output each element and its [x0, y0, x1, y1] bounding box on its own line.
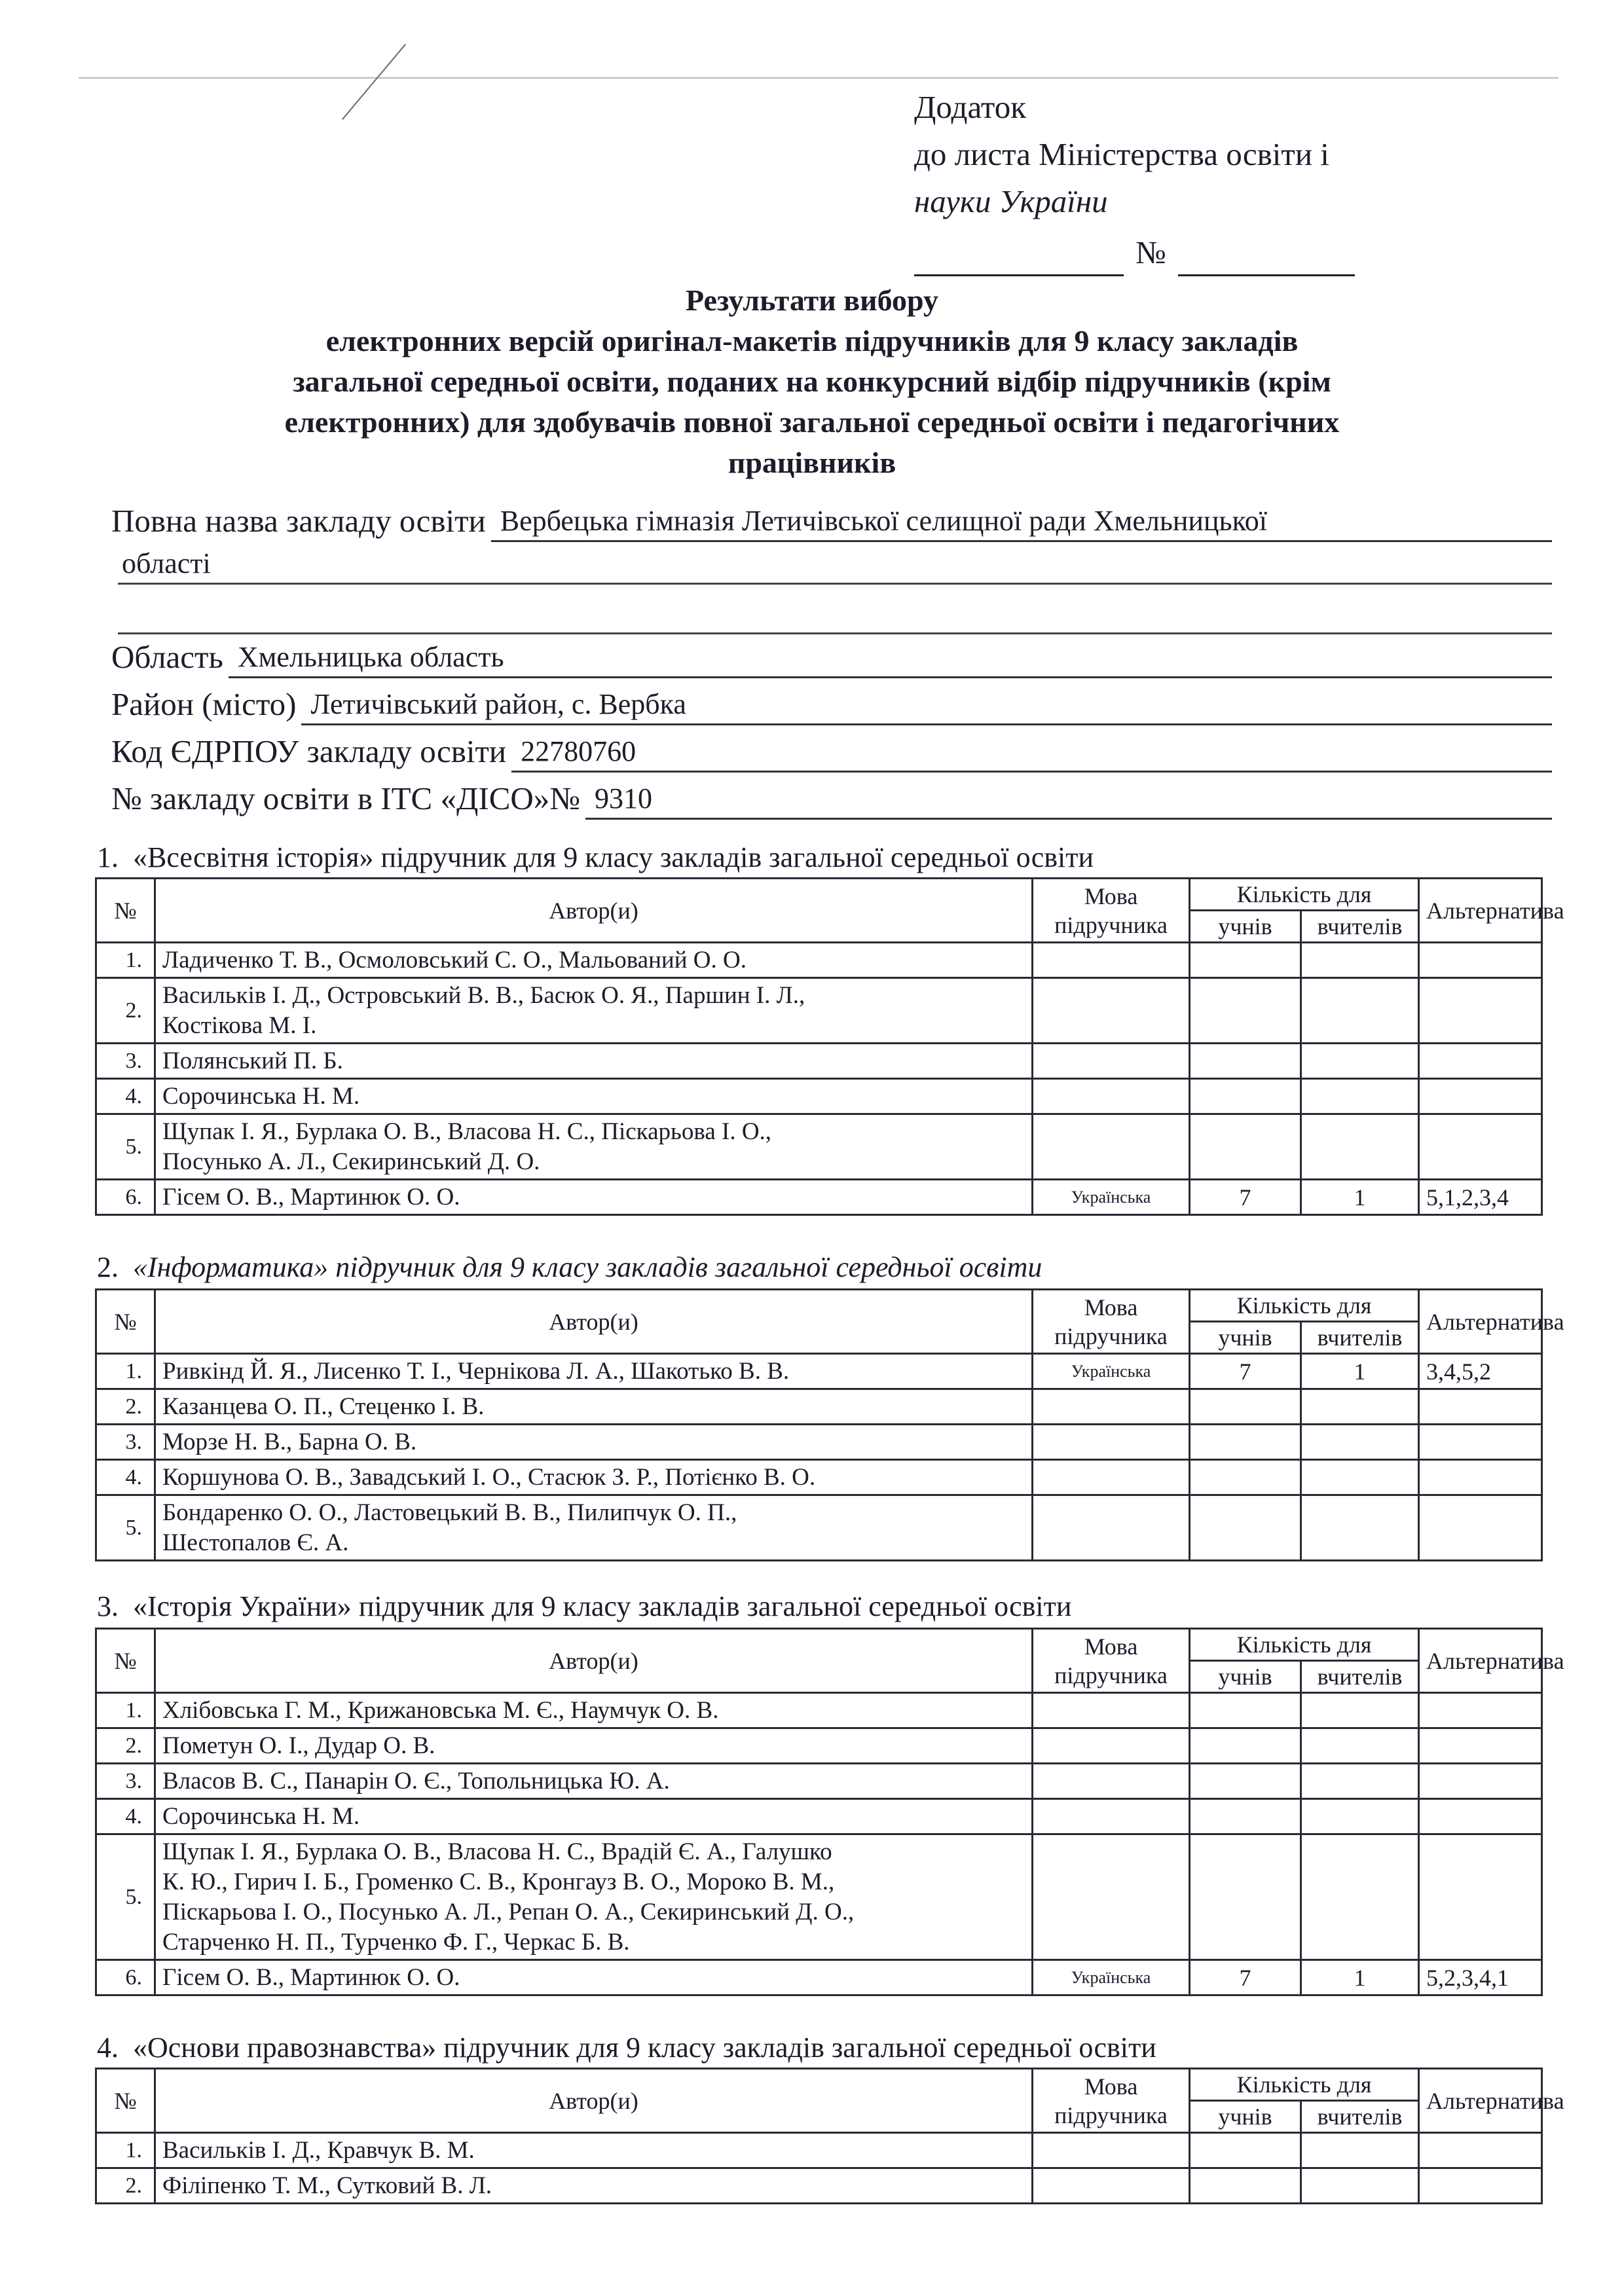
row-number: 1. [96, 1354, 155, 1389]
row-language [1033, 1079, 1190, 1114]
table-row [96, 1728, 1542, 1764]
row-authors [155, 1354, 1033, 1389]
header-quantity: Кількість для [1190, 2069, 1419, 2101]
row-language [1033, 1044, 1190, 1079]
header-alternative: Альтернатива [1419, 879, 1542, 943]
row-language [1033, 1425, 1190, 1460]
annex-title: Додаток [914, 89, 1026, 125]
row-alternative [1419, 1764, 1542, 1799]
header-row [96, 879, 1542, 911]
header-language: Мова підручника [1033, 1629, 1190, 1693]
full-name-row [111, 500, 1552, 542]
row-language [1033, 1834, 1190, 1960]
author-line: Васильків І. Д., Островський В. В., Басюк О. Я., Паршин І. Л., [162, 981, 805, 1009]
row-students [1190, 1425, 1301, 1460]
row-language: Українська [1033, 1180, 1190, 1215]
row-language: Українська [1033, 1960, 1190, 1995]
row-language: Українська [1033, 1354, 1190, 1389]
section-4-title: 4. «Основи правознавства» підручник для 9 класу закладів загальної середньої освіти [97, 2032, 1156, 2064]
header-authors: Автор(и) [155, 879, 1033, 943]
row-students [1190, 1495, 1301, 1561]
scan-mark [79, 77, 1559, 79]
row-teachers [1301, 1460, 1419, 1495]
table-row [96, 1389, 1542, 1425]
row-alternative [1419, 1834, 1542, 1960]
row-alternative [1419, 1044, 1542, 1079]
table-row [96, 943, 1542, 978]
region-label: Область [111, 639, 223, 675]
author-line: Гісем О. В., Мартинюк О. О. [162, 1963, 460, 1991]
row-teachers [1301, 1764, 1419, 1799]
row-students [1190, 1044, 1301, 1079]
row-alternative [1419, 1495, 1542, 1561]
row-alternative [1419, 1460, 1542, 1495]
full-name-cont-line [118, 543, 1552, 585]
itc-row [111, 778, 1552, 820]
heading-line-5: працівників [728, 446, 896, 479]
heading-line-2: електронних версій оригінал-макетів підручників для 9 класу закладів [325, 324, 1299, 357]
header-language: Мова підручника [1033, 1290, 1190, 1354]
row-authors [155, 1960, 1033, 1995]
header-students: учнів [1190, 911, 1301, 943]
row-authors [155, 1044, 1033, 1079]
header-authors: Автор(и) [155, 2069, 1033, 2133]
header-number: № [96, 1290, 155, 1354]
author-line: Старченко Н. П., Турченко Ф. Г., Черкас Б. В. [162, 1928, 630, 1956]
row-teachers [1301, 1693, 1419, 1728]
table-row [96, 1693, 1542, 1728]
row-number: 2. [96, 1389, 155, 1425]
header-teachers: вчителів [1301, 1322, 1419, 1354]
row-alternative [1419, 2133, 1542, 2168]
full-name-value-cont: області [122, 547, 211, 579]
section-2-table [95, 1288, 1564, 1561]
header-row [96, 2069, 1542, 2101]
row-number: 4. [96, 1460, 155, 1495]
edrpou-value: 22780760 [521, 735, 637, 767]
author-line: Філіпенко Т. М., Сутковий В. Л. [162, 2172, 492, 2199]
row-students [1190, 1389, 1301, 1425]
row-students [1190, 1460, 1301, 1495]
author-line: Пометун О. І., Дудар О. В. [162, 1732, 435, 1759]
header-row [96, 1290, 1542, 1322]
section-3-title: 3. «Історія України» підручник для 9 класу закладів загальної середньої освіти [97, 1590, 1072, 1622]
table-row [96, 1960, 1542, 1995]
header-teachers: вчителів [1301, 1661, 1419, 1693]
section-3-table [95, 1628, 1564, 1996]
author-line: Сорочинська Н. М. [162, 1082, 360, 1110]
row-language [1033, 943, 1190, 978]
row-number: 3. [96, 1044, 155, 1079]
table-row [96, 2133, 1542, 2168]
author-line: Сорочинська Н. М. [162, 1802, 360, 1830]
annex-line-2: до листа Міністерства освіти і [914, 136, 1329, 172]
author-line: Щупак І. Я., Бурлака О. В., Власова Н. С., Піскарьова І. О., [162, 1118, 772, 1145]
itc-label: № закладу освіти в ІТС «ДІСО»№ [111, 780, 581, 816]
row-teachers [1301, 1495, 1419, 1561]
row-authors [155, 1799, 1033, 1834]
row-language [1033, 1460, 1190, 1495]
row-language [1033, 1799, 1190, 1834]
row-teachers: 1 [1301, 1960, 1419, 1995]
row-authors [155, 1425, 1033, 1460]
table-row [96, 2168, 1542, 2204]
row-number: 4. [96, 1079, 155, 1114]
table-row [96, 1354, 1542, 1389]
table-row [96, 1114, 1542, 1180]
row-students: 7 [1190, 1354, 1301, 1389]
row-students [1190, 1114, 1301, 1180]
annex-block [914, 84, 1504, 276]
date-blank [914, 248, 1124, 276]
row-students: 7 [1190, 1960, 1301, 1995]
row-alternative [1419, 1114, 1542, 1180]
document-heading [98, 280, 1526, 483]
row-alternative: 3,4,5,2 [1419, 1354, 1542, 1389]
row-number: 4. [96, 1799, 155, 1834]
header-row [96, 1629, 1542, 1661]
row-alternative: 5,1,2,3,4 [1419, 1180, 1542, 1215]
table-row [96, 1460, 1542, 1495]
author-line: Гісем О. В., Мартинюк О. О. [162, 1183, 460, 1211]
edrpou-field [511, 731, 1552, 773]
row-authors [155, 1834, 1033, 1960]
row-teachers [1301, 1079, 1419, 1114]
row-authors [155, 1693, 1033, 1728]
row-students [1190, 1834, 1301, 1960]
table-row [96, 1495, 1542, 1561]
row-alternative [1419, 1079, 1542, 1114]
edrpou-row [111, 731, 1552, 773]
row-students [1190, 1728, 1301, 1764]
row-authors [155, 1180, 1033, 1215]
author-line: Власов В. С., Панарін О. Є., Топольницька Ю. А. [162, 1767, 670, 1795]
author-line: Ривкінд Й. Я., Лисенко Т. І., Чернікова Л. А., Шакотько В. В. [162, 1357, 790, 1385]
row-number: 1. [96, 2133, 155, 2168]
header-number: № [96, 2069, 155, 2133]
row-alternative [1419, 1693, 1542, 1728]
row-number: 5. [96, 1114, 155, 1180]
row-alternative [1419, 1799, 1542, 1834]
blank-line [118, 593, 1552, 634]
heading-line-4: електронних) для здобувачів повної загальної середньої освіти і педагогічних [284, 405, 1340, 439]
header-students: учнів [1190, 1661, 1301, 1693]
row-authors [155, 1764, 1033, 1799]
row-alternative [1419, 1425, 1542, 1460]
header-language: Мова підручника [1033, 879, 1190, 943]
header-quantity: Кількість для [1190, 1629, 1419, 1661]
author-line: Щупак І. Я., Бурлака О. В., Власова Н. С., Врадій Є. А., Галушко [162, 1838, 832, 1865]
row-authors [155, 1389, 1033, 1425]
row-teachers [1301, 1389, 1419, 1425]
row-students [1190, 1693, 1301, 1728]
row-alternative [1419, 2168, 1542, 2204]
row-teachers: 1 [1301, 1180, 1419, 1215]
row-teachers [1301, 1425, 1419, 1460]
author-line: Полянський П. Б. [162, 1047, 343, 1074]
row-authors [155, 1079, 1033, 1114]
row-authors [155, 943, 1033, 978]
row-alternative [1419, 978, 1542, 1044]
section-4-table [95, 2068, 1564, 2204]
row-language [1033, 2168, 1190, 2204]
author-line: Хлібовська Г. М., Крижановська М. Є., Наумчук О. В. [162, 1696, 719, 1724]
header-students: учнів [1190, 2101, 1301, 2133]
heading-line-1: Результати вибору [686, 283, 938, 317]
row-language [1033, 1389, 1190, 1425]
row-language [1033, 1764, 1190, 1799]
row-teachers [1301, 2133, 1419, 2168]
row-authors [155, 1460, 1033, 1495]
edrpou-label: Код ЄДРПОУ закладу освіти [111, 733, 507, 769]
row-language [1033, 978, 1190, 1044]
table-row [96, 1180, 1542, 1215]
row-number: 1. [96, 1693, 155, 1728]
row-authors [155, 978, 1033, 1044]
row-teachers [1301, 1834, 1419, 1960]
number-blank [1178, 248, 1355, 276]
row-authors [155, 1495, 1033, 1561]
header-quantity: Кількість для [1190, 1290, 1419, 1322]
header-authors: Автор(и) [155, 1629, 1033, 1693]
row-teachers [1301, 1728, 1419, 1764]
header-alternative: Альтернатива [1419, 1629, 1542, 1693]
row-authors [155, 1114, 1033, 1180]
header-teachers: вчителів [1301, 2101, 1419, 2133]
table-row [96, 1425, 1542, 1460]
row-number: 5. [96, 1834, 155, 1960]
row-teachers [1301, 1114, 1419, 1180]
row-teachers [1301, 943, 1419, 978]
table-row [96, 1764, 1542, 1799]
district-label: Район (місто) [111, 686, 297, 722]
author-line: Піскарьова І. О., Посунько А. Л., Репан О. А., Секиринський Д. О., [162, 1898, 855, 1925]
row-students: 7 [1190, 1180, 1301, 1215]
row-authors [155, 2168, 1033, 2204]
row-language [1033, 1728, 1190, 1764]
itc-field [585, 778, 1552, 820]
row-students [1190, 1764, 1301, 1799]
table-row [96, 1079, 1542, 1114]
row-number: 3. [96, 1764, 155, 1799]
header-alternative: Альтернатива [1419, 2069, 1542, 2133]
header-teachers: вчителів [1301, 911, 1419, 943]
row-alternative [1419, 943, 1542, 978]
section-1-table [95, 877, 1564, 1216]
author-line: Костікова М. І. [162, 1011, 317, 1039]
table-row [96, 1834, 1542, 1960]
author-line: Бондаренко О. О., Ластовецький В. В., Пилипчук О. П., [162, 1499, 737, 1526]
row-students [1190, 943, 1301, 978]
scan-mark [342, 44, 406, 120]
itc-value: 9310 [595, 782, 653, 814]
row-number: 6. [96, 1960, 155, 1995]
author-line: Казанцева О. П., Стеценко І. В. [162, 1393, 485, 1420]
author-line: Ладиченко Т. В., Осмоловський С. О., Мальований О. О. [162, 946, 747, 974]
row-language [1033, 2133, 1190, 2168]
author-line: Коршунова О. В., Завадський І. О., Стасюк З. Р., Потієнко В. О. [162, 1463, 816, 1491]
row-students [1190, 1799, 1301, 1834]
row-number: 2. [96, 2168, 155, 2204]
row-teachers: 1 [1301, 1354, 1419, 1389]
row-teachers [1301, 1044, 1419, 1079]
row-alternative [1419, 1728, 1542, 1764]
row-number: 2. [96, 978, 155, 1044]
row-alternative: 5,2,3,4,1 [1419, 1960, 1542, 1995]
row-language [1033, 1693, 1190, 1728]
row-authors [155, 1728, 1033, 1764]
number-sign: № [1135, 234, 1166, 270]
author-line: Морзе Н. В., Барна О. В. [162, 1428, 417, 1455]
table-row [96, 978, 1542, 1044]
table-row [96, 1044, 1542, 1079]
header-alternative: Альтернатива [1419, 1290, 1542, 1354]
header-number: № [96, 1629, 155, 1693]
author-line: К. Ю., Гирич І. Б., Громенко С. В., Кронгауз В. О., Мороко В. М., [162, 1868, 835, 1895]
district-field [301, 684, 1552, 725]
region-row [111, 636, 1552, 678]
table-row [96, 1799, 1542, 1834]
row-number: 5. [96, 1495, 155, 1561]
row-language [1033, 1495, 1190, 1561]
header-quantity: Кількість для [1190, 879, 1419, 911]
district-value: Летичівський район, с. Вербка [310, 688, 686, 720]
row-alternative [1419, 1389, 1542, 1425]
author-line: Посунько А. Л., Секиринський Д. О. [162, 1148, 540, 1175]
row-number: 1. [96, 943, 155, 978]
row-teachers [1301, 1799, 1419, 1834]
full-name-field [491, 501, 1552, 542]
section-1-title: 1. «Всесвітня історія» підручник для 9 класу закладів загальної середньої освіти [97, 841, 1094, 873]
region-value: Хмельницька область [237, 641, 504, 673]
row-number: 3. [96, 1425, 155, 1460]
row-language [1033, 1114, 1190, 1180]
header-authors: Автор(и) [155, 1290, 1033, 1354]
header-number: № [96, 879, 155, 943]
row-students [1190, 1079, 1301, 1114]
section-2-title: 2. «Інформатика» підручник для 9 класу закладів загальної середньої освіти [97, 1251, 1043, 1283]
row-students [1190, 978, 1301, 1044]
row-teachers [1301, 978, 1419, 1044]
header-language: Мова підручника [1033, 2069, 1190, 2133]
annex-number-line [914, 229, 1504, 276]
region-field [229, 637, 1552, 678]
row-number: 6. [96, 1180, 155, 1215]
full-name-label: Повна назва закладу освіти [111, 503, 486, 539]
row-students [1190, 2168, 1301, 2204]
district-row [111, 683, 1552, 725]
row-number: 2. [96, 1728, 155, 1764]
full-name-value: Вербецька гімназія Летичівської селищної ради Хмельницької [500, 505, 1267, 537]
header-students: учнів [1190, 1322, 1301, 1354]
author-line: Васильків І. Д., Кравчук В. М. [162, 2136, 475, 2164]
row-teachers [1301, 2168, 1419, 2204]
annex-line-3: науки України [914, 183, 1108, 219]
author-line: Шестопалов Є. А. [162, 1529, 349, 1556]
heading-line-3: загальної середньої освіти, поданих на конкурсний відбір підручників (крім [293, 365, 1331, 398]
row-students [1190, 2133, 1301, 2168]
row-authors [155, 2133, 1033, 2168]
